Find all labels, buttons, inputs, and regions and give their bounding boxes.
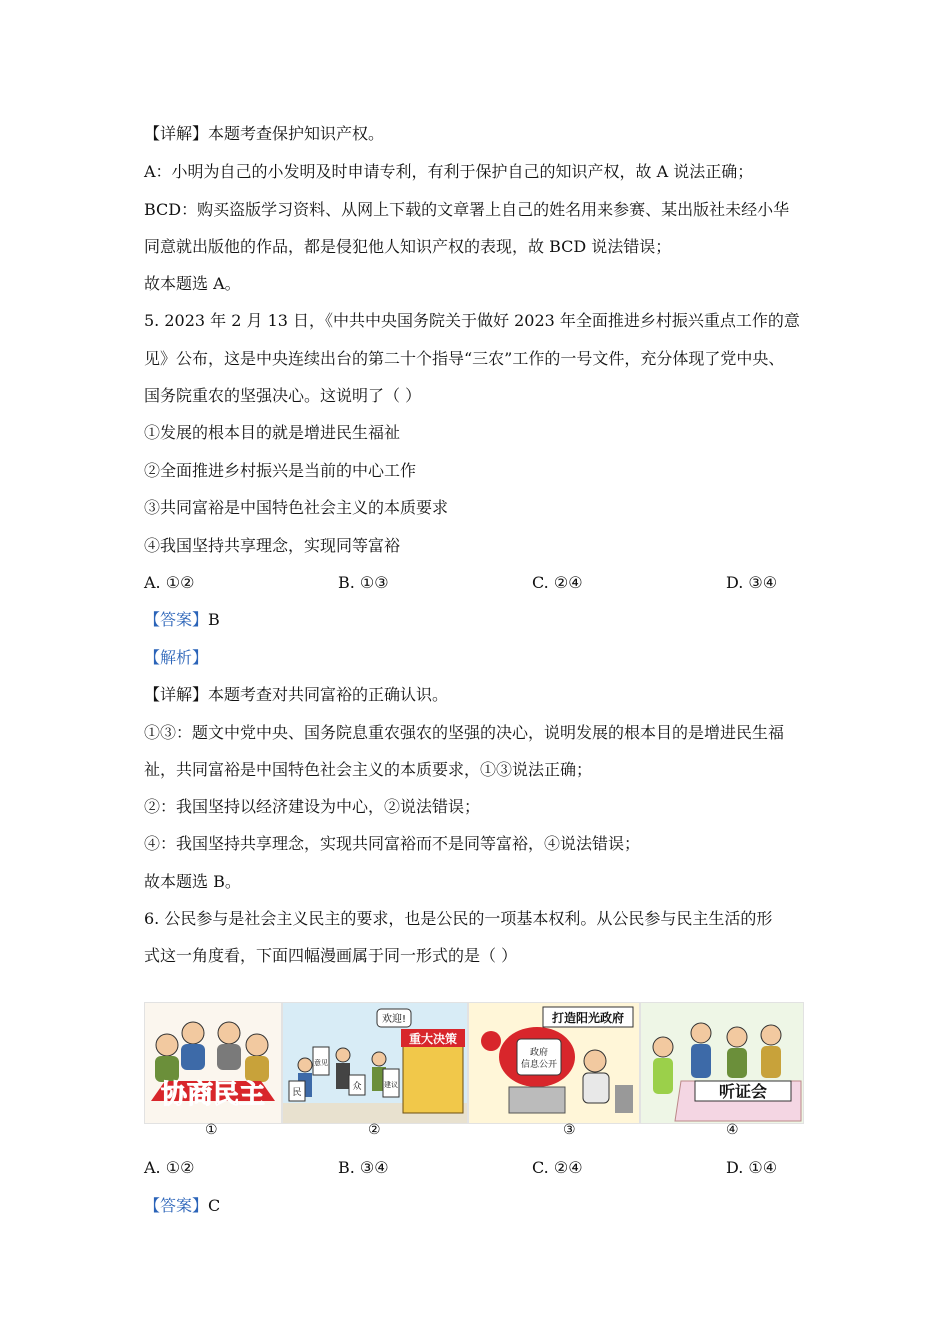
comic-3 [468, 1002, 640, 1124]
analysis-line-2: ①③：题文中党中央、国务院息重农强农的坚强的决心，说明发展的根本目的是增进民生福 [144, 723, 785, 742]
statement-2: ②全面推进乡村振兴是当前的中心工作 [144, 461, 417, 480]
q5-option-d: D. ③④ [726, 573, 778, 592]
comic-4-table-text: 听证会 [718, 1082, 768, 1101]
answer-6-value: C [208, 1196, 221, 1215]
comic-4 [640, 1002, 804, 1124]
statement-4: ④我国坚持共享理念，实现同等富裕 [144, 536, 401, 555]
comic-3-screen-1: 政府 [529, 1048, 549, 1058]
q6-option-a: A. ①② [144, 1158, 195, 1177]
comic-2-paper-1: 民 [292, 1088, 302, 1098]
comic-3-caption: ③ [563, 1122, 576, 1138]
analysis-line-6: 故本题选 B。 [144, 872, 241, 891]
comic-2-caption: ② [368, 1122, 381, 1138]
question-6-line-1: 6. 公民参与是社会主义民主的要求，也是公民的一项基本权利。从公民参与民主生活的形 [144, 909, 773, 928]
detail-line-4: 同意就出版他的作品，都是侵犯他人知识产权的表现，故 BCD 说法错误； [144, 237, 672, 256]
analysis-line-5: ④：我国坚持共享理念，实现共同富裕而不是同等富裕，④说法错误； [144, 834, 641, 853]
q5-option-c: C. ②④ [532, 573, 583, 592]
comic-2-paper-4: 建议 [384, 1081, 398, 1089]
question-5-line-3: 国务院重农的坚强决心。这说明了（ ） [144, 386, 422, 405]
statement-3: ③共同富裕是中国特色社会主义的本质要求 [144, 498, 449, 517]
detail-line-5: 故本题选 A。 [144, 274, 241, 293]
analysis-label: 【解析】 [144, 648, 209, 667]
answer-6 [144, 1196, 220, 1216]
detail-line-1: 【详解】本题考查保护知识产权。 [144, 124, 385, 143]
comic-1-title: 协商民主 [160, 1080, 266, 1110]
question-5-line-1: 5. 2023 年 2 月 13 日，《中共中央国务院关于做好 2023 年全面推进乡村振兴重点工作的意 [144, 311, 800, 330]
comic-3-screen-2: 信息公开 [520, 1060, 558, 1070]
q6-option-b: B. ③④ [338, 1158, 389, 1177]
analysis-line-4: ②：我国坚持以经济建设为中心，②说法错误； [144, 797, 481, 816]
answer-5 [144, 610, 220, 630]
question-5-line-2: 见》公布，这是中央连续出台的第二十个指导“三农”工作的一号文件，充分体现了党中央、 [144, 349, 785, 368]
q6-option-c: C. ②④ [532, 1158, 583, 1177]
comic-1-caption: ① [205, 1122, 218, 1138]
statement-1: ①发展的根本目的就是增进民生福祉 [144, 423, 401, 442]
analysis-line-3: 祉，共同富裕是中国特色社会主义的本质要求，①③说法正确； [144, 760, 593, 779]
question-6-line-2: 式这一角度看，下面四幅漫画属于同一形式的是（ ） [144, 946, 518, 965]
comic-2-paper-2: 意见 [314, 1059, 328, 1067]
comic-2-bubble: 欢迎! [381, 1014, 407, 1025]
detail-line-3: BCD：购买盗版学习资料、从网上下载的文章署上自己的姓名用来参赛、某出版社未经小华 [144, 200, 790, 219]
comic-3-banner: 打造阳光政府 [551, 1011, 625, 1025]
comic-2 [282, 1002, 468, 1124]
analysis-line-1: 【详解】本题考查对共同富裕的正确认识。 [144, 685, 449, 704]
q5-option-b: B. ①③ [338, 573, 389, 592]
comic-2-paper-3: 众 [352, 1082, 362, 1092]
comic-2-sign: 重大决策 [408, 1032, 458, 1046]
answer-6-label: 【答案】 [144, 1196, 209, 1215]
q5-option-a: A. ①② [144, 573, 195, 592]
comic-4-caption: ④ [726, 1122, 739, 1138]
detail-line-2: A：小明为自己的小发明及时申请专利，有利于保护自己的知识产权，故 A 说法正确； [144, 162, 754, 181]
answer-value: B [208, 610, 220, 629]
comic-1 [144, 1002, 282, 1124]
q6-option-d: D. ①④ [726, 1158, 778, 1177]
answer-label: 【答案】 [144, 610, 209, 629]
